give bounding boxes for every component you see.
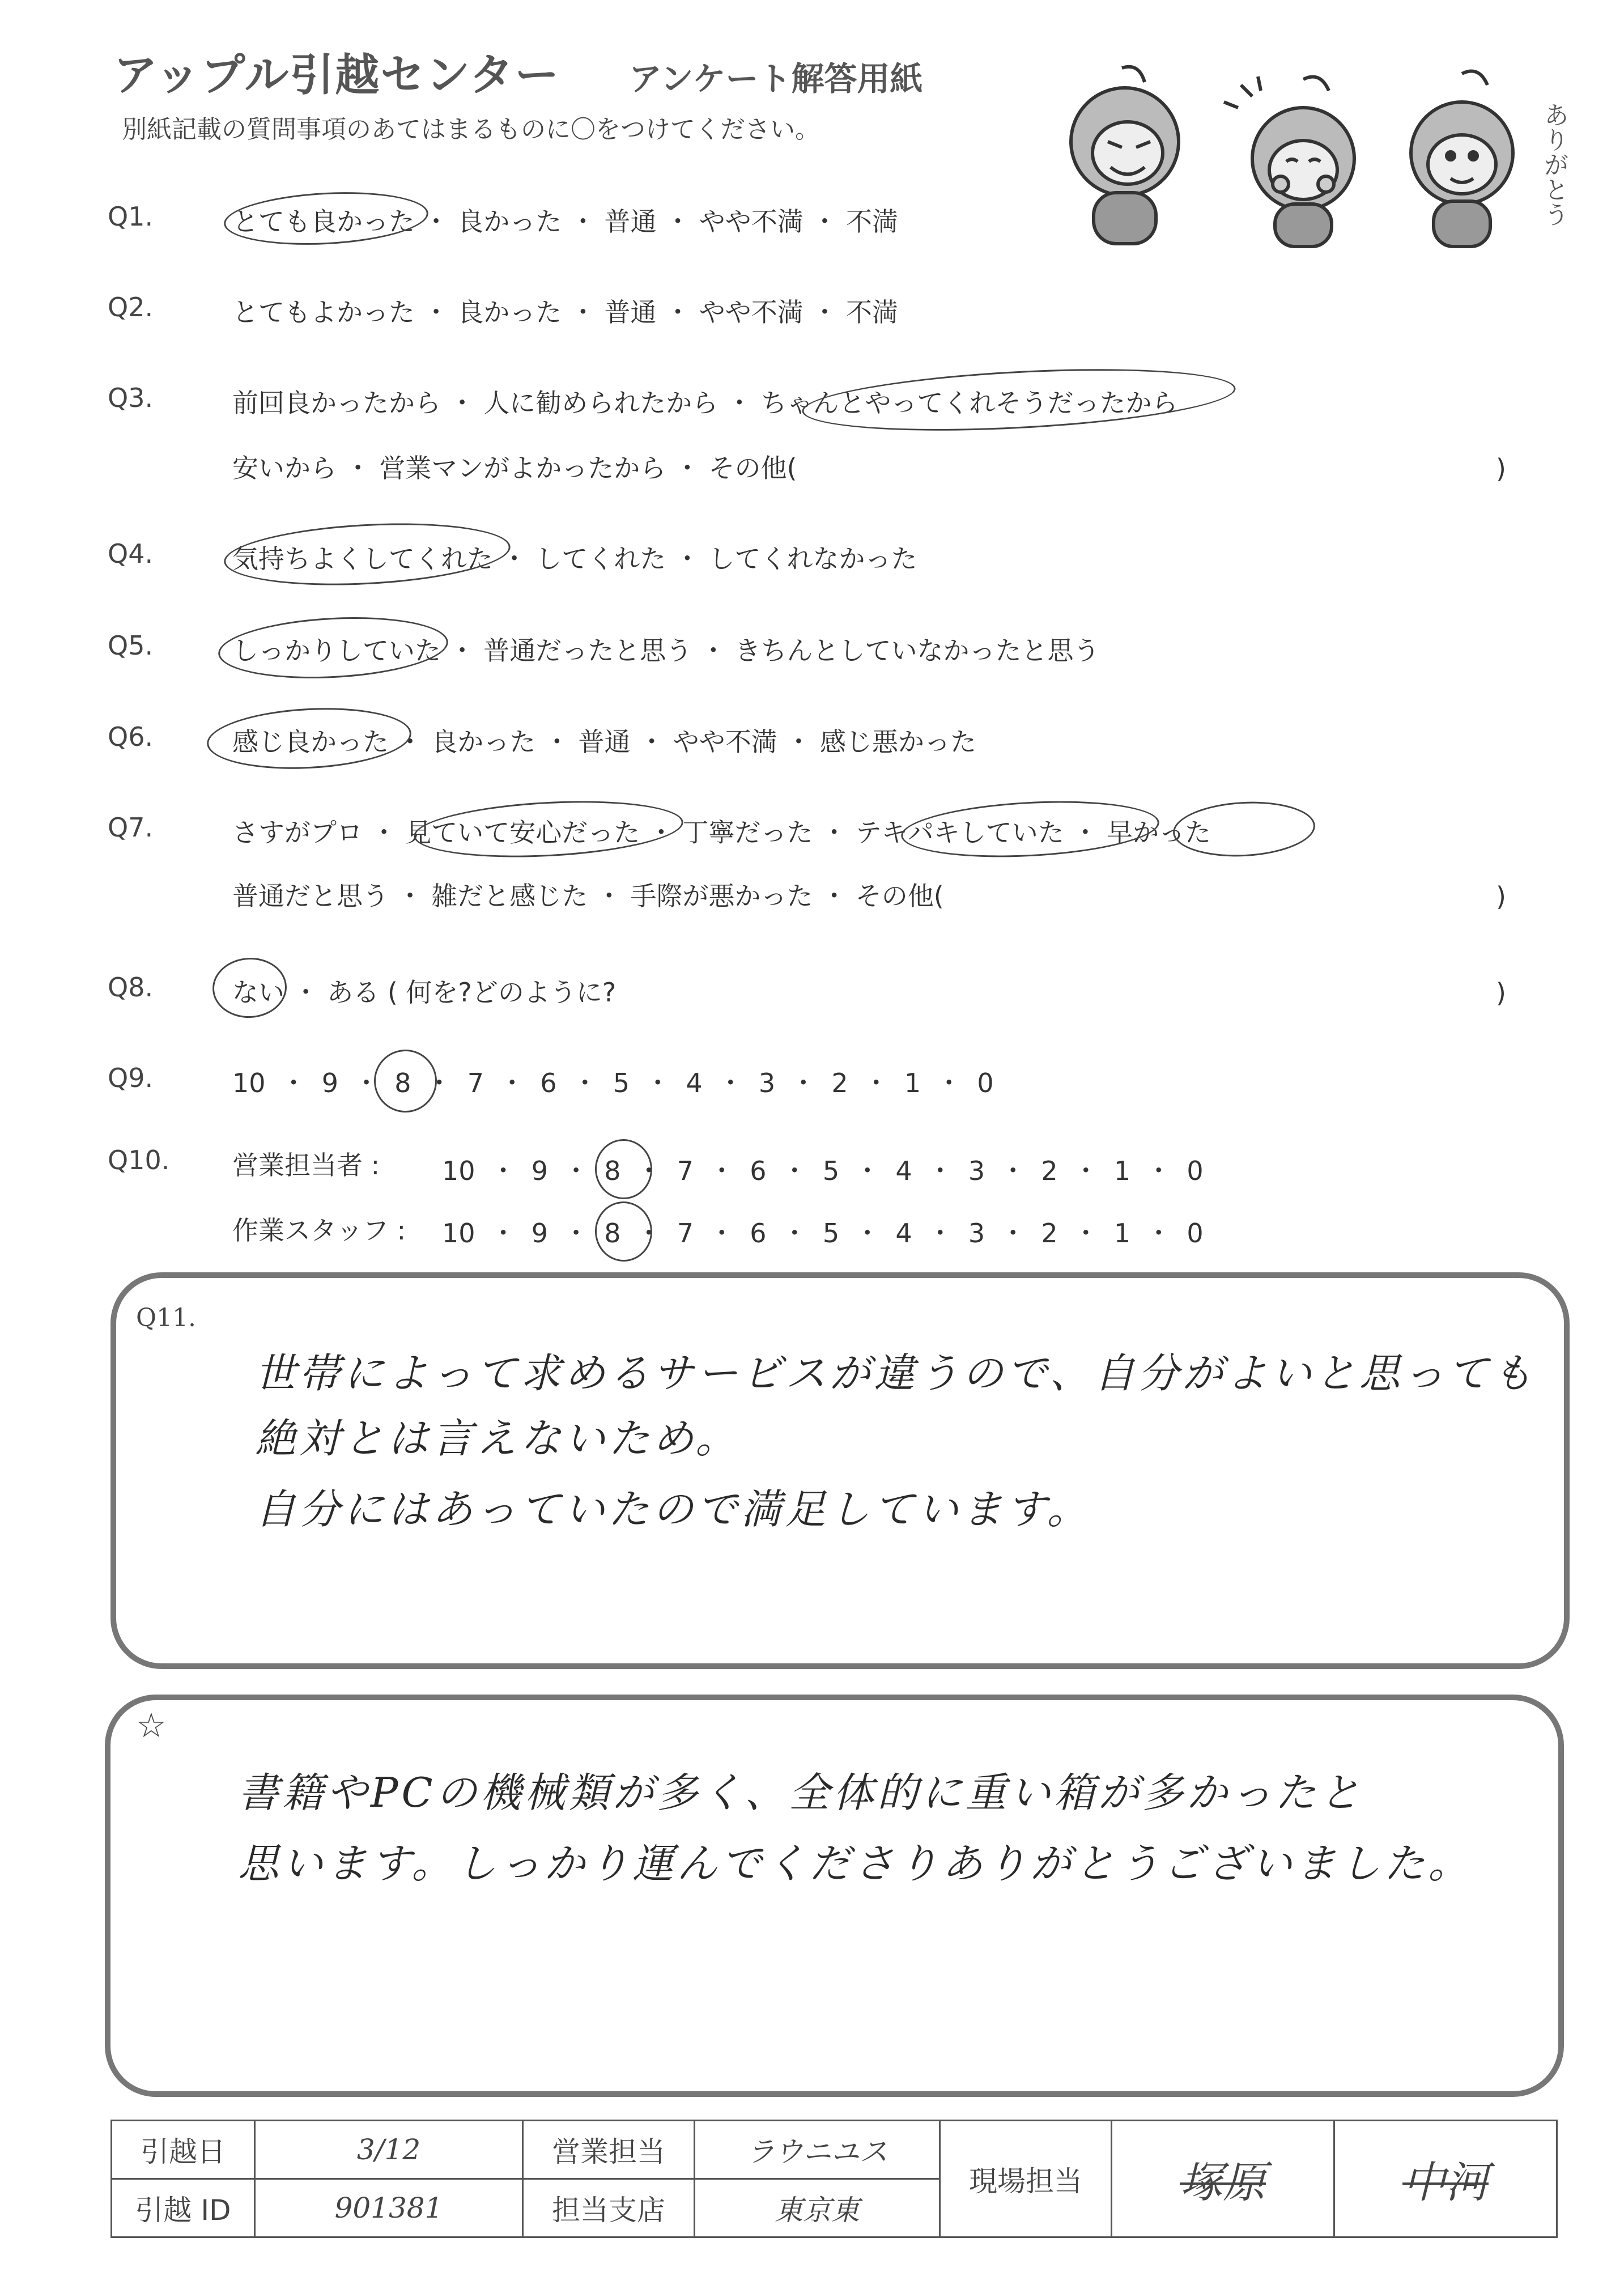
site-staff-label: 現場担当 bbox=[940, 2121, 1112, 2237]
q11-box bbox=[110, 1272, 1570, 1669]
q4-answer-circle bbox=[223, 517, 512, 592]
sales-label: 営業担当 bbox=[523, 2121, 695, 2179]
comment-star-label: ☆ bbox=[136, 1706, 167, 1746]
q2-label: Q2. bbox=[108, 292, 154, 322]
site-staff-1: 塚原 bbox=[1112, 2121, 1334, 2237]
q9-label: Q9. bbox=[108, 1063, 154, 1093]
q7-options-line2: 普通だと思う ・ 雑だと感じた ・ 手際が悪かった ・ その他( bbox=[232, 881, 944, 911]
q8-options: ない ・ ある ( 何を?どのように? bbox=[232, 977, 617, 1008]
site-staff-2: 中河 bbox=[1334, 2121, 1557, 2237]
monkey-2 bbox=[1224, 77, 1354, 247]
q7-close-paren: ) bbox=[1496, 881, 1506, 912]
monkey-1 bbox=[1071, 67, 1179, 244]
q1-answer-circle bbox=[223, 188, 430, 250]
monkey-3 bbox=[1411, 71, 1513, 247]
move-date-value: 3/12 bbox=[255, 2121, 523, 2179]
q9-scale: 10 ・ 9 ・ 8 ・ 7 ・ 6 ・ 5 ・ 4 ・ 3 ・ 2 ・ 1 ・ 0 bbox=[232, 1068, 994, 1098]
sales-value: ラウニユス bbox=[695, 2121, 940, 2179]
move-date-label: 引越日 bbox=[112, 2121, 255, 2179]
q8-answer-circle bbox=[211, 956, 288, 1020]
form-title: アップル引越センター bbox=[113, 50, 560, 101]
q10-sales-scale: 10 ・ 9 ・ 8 ・ 7 ・ 6 ・ 5 ・ 4 ・ 3 ・ 2 ・ 1 ・ 0 bbox=[442, 1156, 1204, 1186]
q11-line-2: 絶対とは言えないため。 bbox=[255, 1415, 740, 1462]
comment-line-2: 思います。しっかり運んでくださりありがとうございました。 bbox=[238, 1840, 1473, 1887]
comment-box bbox=[105, 1695, 1564, 2097]
q10-label: Q10. bbox=[108, 1145, 170, 1175]
q7-answer-circle-2 bbox=[900, 795, 1160, 863]
q7-label: Q7. bbox=[108, 812, 154, 843]
q2-options: とてもよかった ・ 良かった ・ 普通 ・ やや不満 ・ 不満 bbox=[232, 297, 898, 328]
q5-options: しっかりしていた ・ 普通だったと思う ・ きちんとしていなかったと思う bbox=[232, 635, 1100, 666]
q10-staff-answer-circle bbox=[593, 1200, 653, 1263]
q10-sales-answer-circle bbox=[593, 1137, 653, 1200]
q7-answer-circle-3 bbox=[1172, 798, 1317, 860]
q8-label: Q8. bbox=[108, 972, 154, 1003]
q11-line-3: 自分にはあっていたので満足しています。 bbox=[255, 1485, 1091, 1533]
q4-label: Q4. bbox=[108, 538, 154, 569]
q11-label: Q11. bbox=[136, 1303, 197, 1332]
q6-label: Q6. bbox=[108, 721, 154, 752]
q8-close-paren: ) bbox=[1496, 978, 1506, 1008]
q6-options: 感じ良かった ・ 良かった ・ 普通 ・ やや不満 ・ 感じ悪かった bbox=[232, 727, 976, 757]
branch-value: 東京東 bbox=[695, 2179, 940, 2237]
move-id-label: 引越 ID bbox=[112, 2179, 255, 2237]
move-id-value: 901381 bbox=[255, 2179, 523, 2237]
q9-answer-circle bbox=[372, 1048, 439, 1114]
q7-answer-circle-1 bbox=[413, 795, 685, 864]
q3-options-line1: 前回良かったから ・ 人に勧められたから ・ ちゃんとやってくれそうだったから bbox=[232, 388, 1178, 418]
q11-line-1: 世帯によって求めるサービスが違うので、自分がよいと思っても bbox=[255, 1349, 1536, 1397]
q10-staff-scale: 10 ・ 9 ・ 8 ・ 7 ・ 6 ・ 5 ・ 4 ・ 3 ・ 2 ・ 1 ・ 0 bbox=[442, 1218, 1204, 1249]
branch-label: 担当支店 bbox=[523, 2179, 695, 2237]
instruction-text: 別紙記載の質問事項のあてはまるものに〇をつけてください。 bbox=[122, 115, 820, 144]
q6-answer-circle bbox=[205, 703, 413, 774]
q5-answer-circle bbox=[217, 612, 450, 683]
q10-staff-label: 作業スタッフ : bbox=[232, 1215, 406, 1246]
q3-label: Q3. bbox=[108, 383, 154, 413]
q4-options: 気持ちよくしてくれた ・ してくれた ・ してくれなかった bbox=[232, 543, 917, 574]
mascot-illustration bbox=[1054, 57, 1568, 249]
q7-options-line1: さすがプロ ・ 見ていて安心だった ・ 丁寧だった ・ テキパキしていた ・ 早かった bbox=[232, 817, 1211, 848]
mascot-caption: ありがとう bbox=[1540, 102, 1568, 227]
comment-line-1: 書籍やPCの機械類が多く、全体的に重い箱が多かったと bbox=[238, 1769, 1364, 1816]
form-subtitle: アンケート解答用紙 bbox=[629, 60, 923, 98]
q3-options-line2: 安いから ・ 営業マンがよかったから ・ その他( bbox=[232, 453, 797, 483]
q5-label: Q5. bbox=[108, 630, 154, 661]
q10-sales-label: 営業担当者 : bbox=[232, 1150, 380, 1181]
q3-close-paren: ) bbox=[1496, 453, 1506, 484]
q3-answer-circle bbox=[801, 360, 1237, 440]
q1-label: Q1. bbox=[108, 201, 154, 232]
move-info-table bbox=[110, 2120, 1558, 2238]
q1-options: とても良かった ・ 良かった ・ 普通 ・ やや不満 ・ 不満 bbox=[232, 206, 898, 237]
